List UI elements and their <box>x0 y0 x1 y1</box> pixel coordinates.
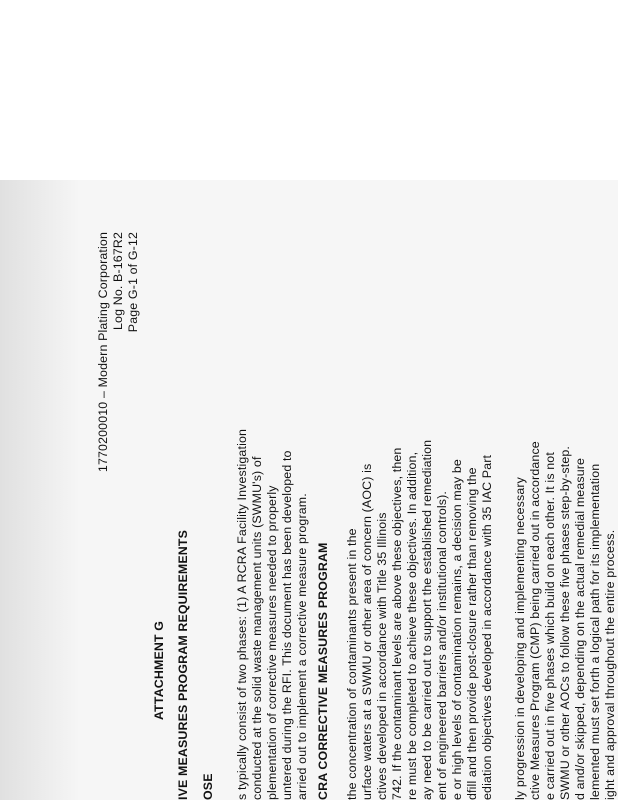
attachment-title: ATTACHMENT G <box>152 620 166 720</box>
program-line: ay need to be carried out to support the established remediation <box>420 439 434 800</box>
purpose-line: s typically consist of two phases: (1) A RCRA Facility Investigation <box>235 428 249 800</box>
phases-line: ight and approval throughout the entire process. <box>603 529 617 800</box>
header-line-1: 1770200010 – Modern Plating Corporation <box>96 232 110 473</box>
phases-line: d and/or skipped, depending on the actual remedial measure <box>573 457 587 800</box>
program-line: re must be completed to achieve these objectives. In addition, <box>405 451 419 800</box>
phases-line: SWMU or other AOCs to follow these five phases step-by-step. <box>558 445 572 800</box>
purpose-line: arried out to implement a corrective measure program. <box>295 493 309 800</box>
main-heading: IVE MEASURES PROGRAM REQUIREMENTS <box>176 530 190 800</box>
purpose-line: untered during the RFI. This document has been developed to <box>280 450 294 800</box>
program-line: dfill and then provide post-closure rather than removing the <box>465 467 479 800</box>
program-line: ent of engineered barriers and/or institutional controls). <box>435 491 449 800</box>
program-line: urface waters at a SWMU or other area of concern (AOC) is <box>360 463 374 800</box>
phases-line: ctive Measures Program (CMP) being carried out in accordance <box>528 441 542 800</box>
program-line: e or high levels of contamination remains, a decision may be <box>450 459 464 800</box>
header-line-3: Page G-1 of G-12 <box>126 232 140 333</box>
program-line: ediation objectives developed in accordance with 35 IAC Part <box>480 454 494 800</box>
header-line-2: Log No. B-167R2 <box>111 232 125 330</box>
section-program-heading: CRA CORRECTIVE MEASURES PROGRAM <box>316 542 330 800</box>
phases-line: lemented must set forth a logical path for its implementation <box>588 463 602 800</box>
phases-line: ly progression in developing and implementing necessary <box>513 476 527 800</box>
program-line: 742. If the contaminant levels are above these objectives, then <box>390 447 404 800</box>
section-purpose-heading: OSE <box>201 773 215 800</box>
purpose-line: conducted at the solid waste management units (SWMU's) of <box>250 456 264 800</box>
program-line: ctives developed in accordance with Title 35 Illinois <box>375 512 389 800</box>
phases-line: e carried out in five phases which build on each other. It is not <box>543 452 557 800</box>
purpose-line: plementation of corrective measures needed to properly <box>265 485 279 800</box>
program-line: the concentration of contaminants present in the <box>345 528 359 800</box>
